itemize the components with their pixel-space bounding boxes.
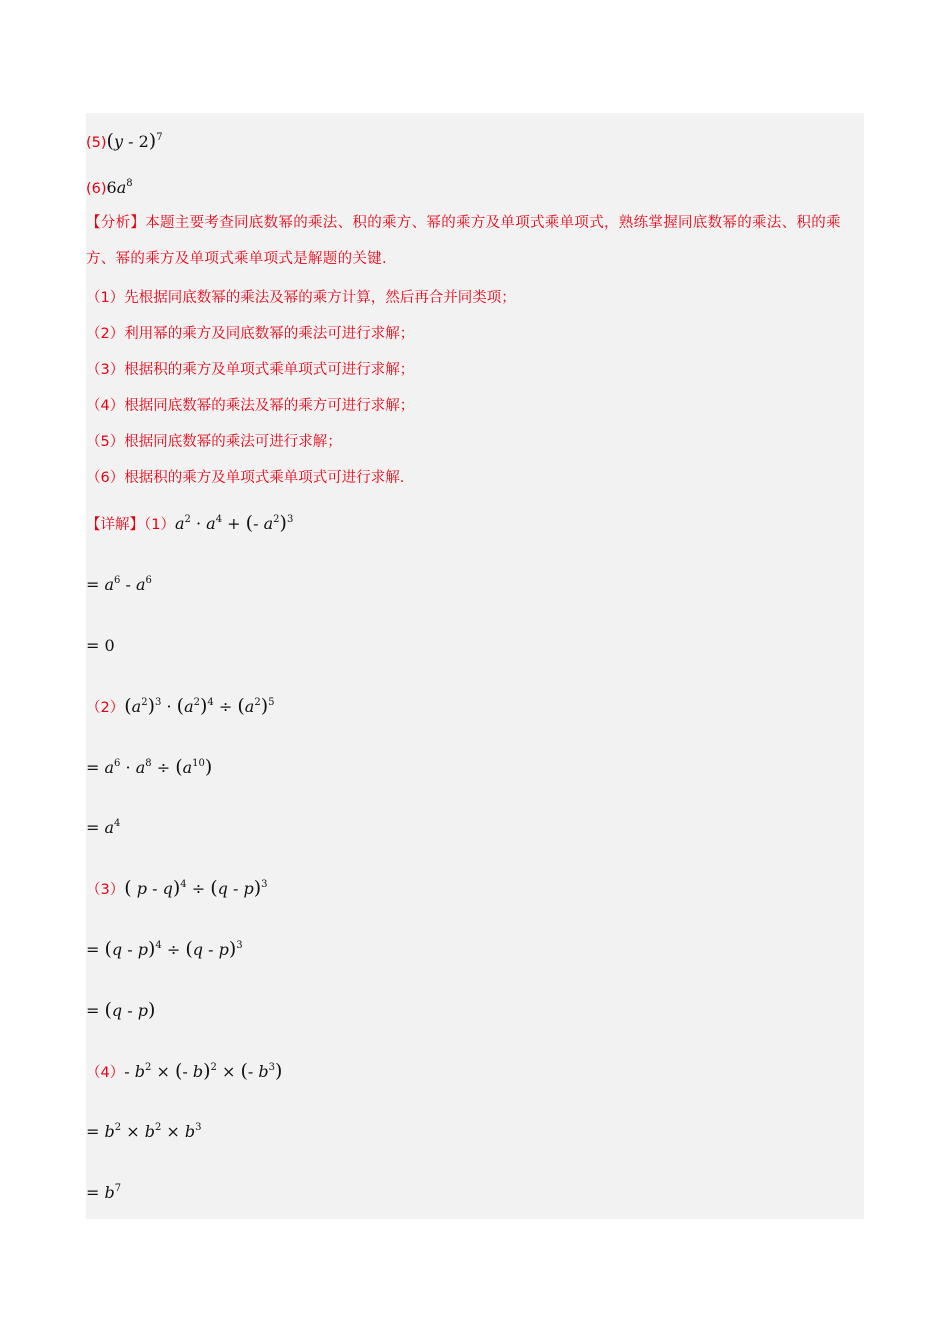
analysis-step: （6）根据积的乘方及单项式乘单项式可进行求解. — [86, 470, 405, 486]
solution-panel — [86, 113, 864, 1219]
detail-expression: $(a^2)^3 \cdot (a^2)^4 \div (a^2)^5$ — [124, 695, 275, 717]
detail-expression: - $b^2$ × (- b)$^2$ × (- $b^3$) — [124, 1060, 283, 1082]
detail-line: = (q - p)$^4$ ÷ (q - p)$^3$ — [86, 938, 243, 960]
detail-line: = 0 — [86, 636, 115, 655]
detail-line: = $b^7$ — [86, 1183, 122, 1202]
answer-line — [86, 131, 163, 153]
detail-label: （4） — [86, 1065, 125, 1081]
detail-line: = $b^2 \times b^2 \times b^3$ — [86, 1122, 202, 1141]
answer-label: (6) — [86, 181, 107, 197]
analysis-step: （4）根据同底数幂的乘法及幂的乘方可进行求解； — [86, 398, 415, 414]
detail-line: = (q - p) — [86, 999, 156, 1021]
detail-line: = $a^6 \cdot a^8 \div (a^{10})$ — [86, 756, 213, 778]
analysis-step: （1）先根据同底数幂的乘法及幂的乘方计算，然后再合并同类项； — [86, 290, 516, 306]
answer-expression: (y - 2)$^7$ — [106, 130, 163, 152]
detail-line — [86, 513, 293, 535]
analysis-step: （2）利用幂的乘方及同底数幂的乘法可进行求解； — [86, 326, 415, 342]
analysis-paragraph — [86, 205, 862, 277]
detail-line: = $a^6 - a^6$ — [86, 575, 152, 594]
detail-line: = $a^4$ — [86, 818, 121, 837]
analysis-step: （5）根据同底数幂的乘法可进行求解； — [86, 434, 342, 450]
detail-line — [86, 878, 268, 900]
analysis-text: 本题主要考查同底数幂的乘法、积的乘方、幂的乘方及单项式乘单项式，熟练掌握同底数幂的乘法、积的乘方、幂的乘方及单项式乘单项式是解题的关键. — [86, 215, 841, 267]
detail-label: （1） — [144, 517, 175, 533]
detail-label: （2） — [86, 700, 125, 716]
detail-line — [86, 696, 275, 718]
detail-label: （3） — [86, 882, 125, 898]
answer-expression: $6a^8$ — [106, 178, 133, 197]
detail-expression: ( p - q)$^4$ ÷ (q - p)$^3$ — [124, 877, 268, 899]
analysis-tag: 【分析】 — [86, 215, 146, 231]
answer-line — [86, 178, 133, 199]
answer-label: (5) — [86, 135, 107, 151]
detail-expression: $a^2 \cdot a^4$ + (- $a^2)^3$ — [174, 512, 294, 534]
detail-tag: 【详解】 — [86, 517, 144, 533]
analysis-step: （3）根据积的乘方及单项式乘单项式可进行求解； — [86, 362, 415, 378]
detail-line — [86, 1061, 282, 1083]
